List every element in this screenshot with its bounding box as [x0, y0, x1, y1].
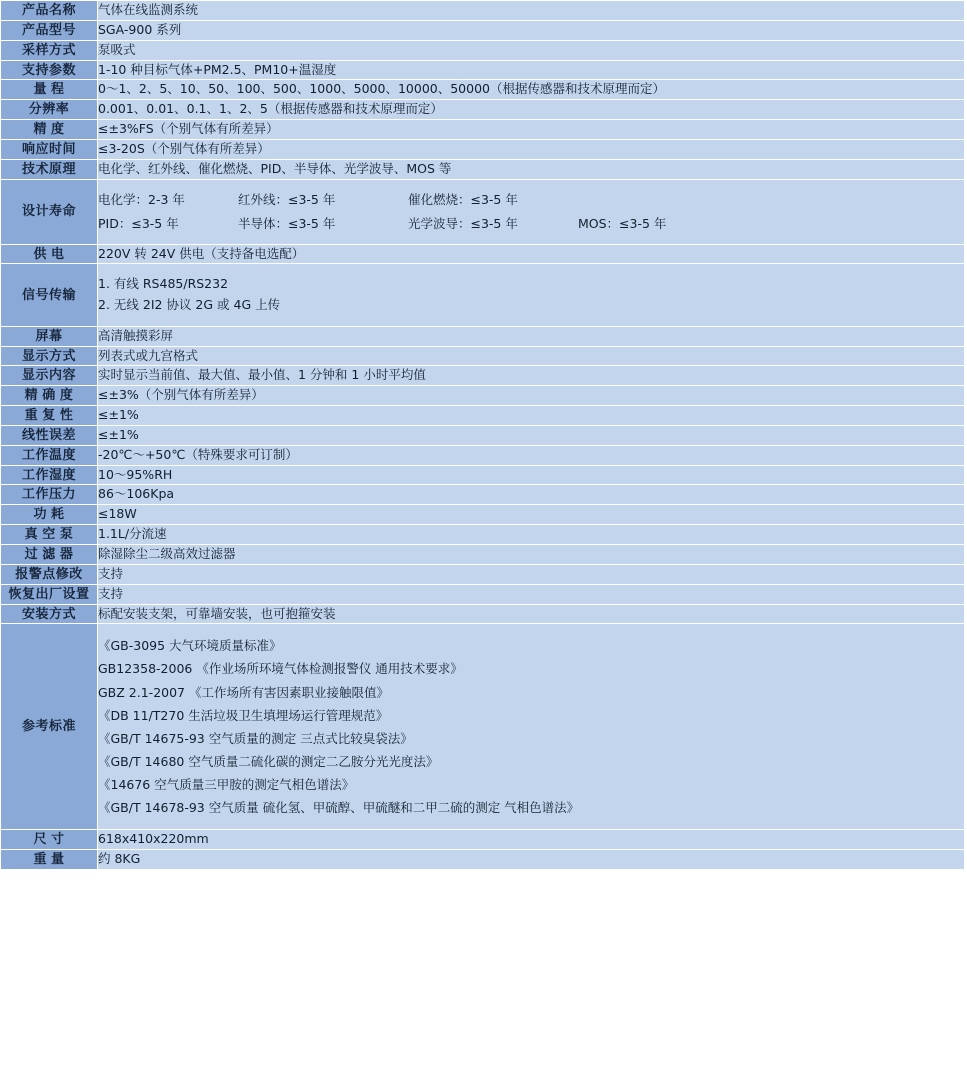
table-row — [1, 544, 965, 564]
row-label: 真 空 泵 — [1, 525, 98, 545]
standard-item: 《GB/T 14678-93 空气质量 硫化氢、甲硫醇、甲硫醚和二甲二硫的测定 气相色谱法》 — [98, 800, 580, 816]
row-label: 工作压力 — [1, 485, 98, 505]
row-value: 1-10 种目标气体+PM2.5、PM10+温湿度 — [98, 60, 965, 80]
row-label: 重 复 性 — [1, 406, 98, 426]
row-value — [98, 624, 965, 830]
table-row — [1, 60, 965, 80]
standard-item: 《DB 11/T270 生活垃圾卫生填埋场运行管理规范》 — [98, 707, 389, 723]
row-value: 支持 — [98, 584, 965, 604]
row-value: ≤±3%FS（个别气体有所差异） — [98, 120, 965, 140]
table-row — [1, 465, 965, 485]
row-label: 采样方式 — [1, 40, 98, 60]
table-row — [1, 100, 965, 120]
row-label: 响应时间 — [1, 139, 98, 159]
standard-item: 《GB/T 14680 空气质量二硫化碳的测定二乙胺分光光度法》 — [98, 753, 439, 769]
table-row — [1, 366, 965, 386]
table-row — [1, 425, 965, 445]
row-value: 1.1L/分流速 — [98, 525, 965, 545]
row-label: 安装方式 — [1, 604, 98, 624]
table-row — [1, 850, 965, 870]
row-value: 约 8KG — [98, 850, 965, 870]
row-label: 显示内容 — [1, 366, 98, 386]
table-row — [1, 244, 965, 264]
table-row — [1, 139, 965, 159]
table-row — [1, 120, 965, 140]
row-label: 信号传输 — [1, 264, 98, 326]
row-label: 精 确 度 — [1, 386, 98, 406]
table-row — [1, 40, 965, 60]
table-row — [1, 1, 965, 21]
table-row-standards — [1, 624, 965, 830]
row-label: 参考标准 — [1, 624, 98, 830]
table-row — [1, 604, 965, 624]
row-value: 0～1、2、5、10、50、100、500、1000、5000、10000、50000（根据传感器和技术原理而定） — [98, 80, 965, 100]
row-value — [98, 264, 965, 326]
row-value: 支持 — [98, 564, 965, 584]
row-value: 10～95%RH — [98, 465, 965, 485]
row-label: 精 度 — [1, 120, 98, 140]
standard-item: 《GB/T 14675-93 空气质量的测定 三点式比较臭袋法》 — [98, 730, 413, 746]
lifespan-cell: MOS：≤3-5 年 — [578, 215, 667, 231]
row-label: 重 量 — [1, 850, 98, 870]
row-label: 报警点修改 — [1, 564, 98, 584]
row-label: 供 电 — [1, 244, 98, 264]
lifespan-cell: 光学波导：≤3-5 年 — [408, 215, 518, 231]
table-row — [1, 386, 965, 406]
row-value: 86～106Kpa — [98, 485, 965, 505]
row-label: 过 滤 器 — [1, 544, 98, 564]
row-label: 产品名称 — [1, 1, 98, 21]
row-value: 0.001、0.01、0.1、1、2、5（根据传感器和技术原理而定） — [98, 100, 965, 120]
row-value — [98, 179, 965, 244]
table-row — [1, 525, 965, 545]
row-label: 线性误差 — [1, 425, 98, 445]
row-value: 高清触摸彩屏 — [98, 326, 965, 346]
specification-table-body — [1, 1, 965, 870]
table-row — [1, 830, 965, 850]
lifespan-cell: PID：≤3-5 年 — [98, 215, 179, 231]
row-value: 除湿除尘二级高效过滤器 — [98, 544, 965, 564]
row-value: 标配安装支架，可靠墙安装，也可抱箍安装 — [98, 604, 965, 624]
row-value: 列表式或九宫格式 — [98, 346, 965, 366]
table-row — [1, 564, 965, 584]
table-row — [1, 80, 965, 100]
row-value: ≤±3%（个别气体有所差异） — [98, 386, 965, 406]
row-label: 分辨率 — [1, 100, 98, 120]
lifespan-cell: 催化燃烧：≤3-5 年 — [408, 191, 518, 207]
row-label: 显示方式 — [1, 346, 98, 366]
row-label: 设计寿命 — [1, 179, 98, 244]
row-value: 618x410x220mm — [98, 830, 965, 850]
row-value: ≤±1% — [98, 425, 965, 445]
row-value: 气体在线监测系统 — [98, 1, 965, 21]
table-row — [1, 406, 965, 426]
row-label: 屏幕 — [1, 326, 98, 346]
table-row — [1, 445, 965, 465]
row-label: 工作湿度 — [1, 465, 98, 485]
row-value: -20℃～+50℃（特殊要求可订制） — [98, 445, 965, 465]
table-row — [1, 505, 965, 525]
row-value: ≤±1% — [98, 406, 965, 426]
standard-item: GBZ 2.1-2007 《工作场所有害因素职业接触限值》 — [98, 684, 389, 700]
table-row — [1, 159, 965, 179]
table-row — [1, 20, 965, 40]
lifespan-cell — [578, 190, 964, 210]
row-label: 尺 寸 — [1, 830, 98, 850]
row-value: SGA-900 系列 — [98, 20, 965, 40]
lifespan-cell: 半导体：≤3-5 年 — [238, 215, 336, 231]
table-row-signal — [1, 264, 965, 326]
row-value: 泵吸式 — [98, 40, 965, 60]
table-row — [1, 584, 965, 604]
standard-item: 《GB-3095 大气环境质量标准》 — [98, 638, 282, 654]
row-value: ≤3-20S（个别气体有所差异） — [98, 139, 965, 159]
table-row-lifespan — [1, 179, 965, 244]
standard-item: GB12358-2006 《作业场所环境气体检测报警仪 通用技术要求》 — [98, 661, 463, 677]
standard-item: 《14676 空气质量三甲胺的测定气相色谱法》 — [98, 777, 355, 793]
row-label: 技术原理 — [1, 159, 98, 179]
lifespan-cell: 红外线：≤3-5 年 — [238, 191, 336, 207]
row-value: 电化学、红外线、催化燃烧、PID、半导体、光学波导、MOS 等 — [98, 159, 965, 179]
row-value: 220V 转 24V 供电（支持备电选配） — [98, 244, 965, 264]
signal-line: 2. 无线 2I2 协议 2G 或 4G 上传 — [98, 297, 281, 313]
table-row — [1, 346, 965, 366]
signal-line: 1. 有线 RS485/RS232 — [98, 276, 229, 292]
lifespan-grid — [98, 190, 964, 234]
row-label: 功 耗 — [1, 505, 98, 525]
row-label: 支持参数 — [1, 60, 98, 80]
table-row — [1, 485, 965, 505]
row-label: 产品型号 — [1, 20, 98, 40]
row-label: 量 程 — [1, 80, 98, 100]
table-row — [1, 326, 965, 346]
row-label: 恢复出厂设置 — [1, 584, 98, 604]
lifespan-cell: 电化学：2-3 年 — [98, 191, 185, 207]
row-label: 工作温度 — [1, 445, 98, 465]
row-value: ≤18W — [98, 505, 965, 525]
row-value: 实时显示当前值、最大值、最小值、1 分钟和 1 小时平均值 — [98, 366, 965, 386]
